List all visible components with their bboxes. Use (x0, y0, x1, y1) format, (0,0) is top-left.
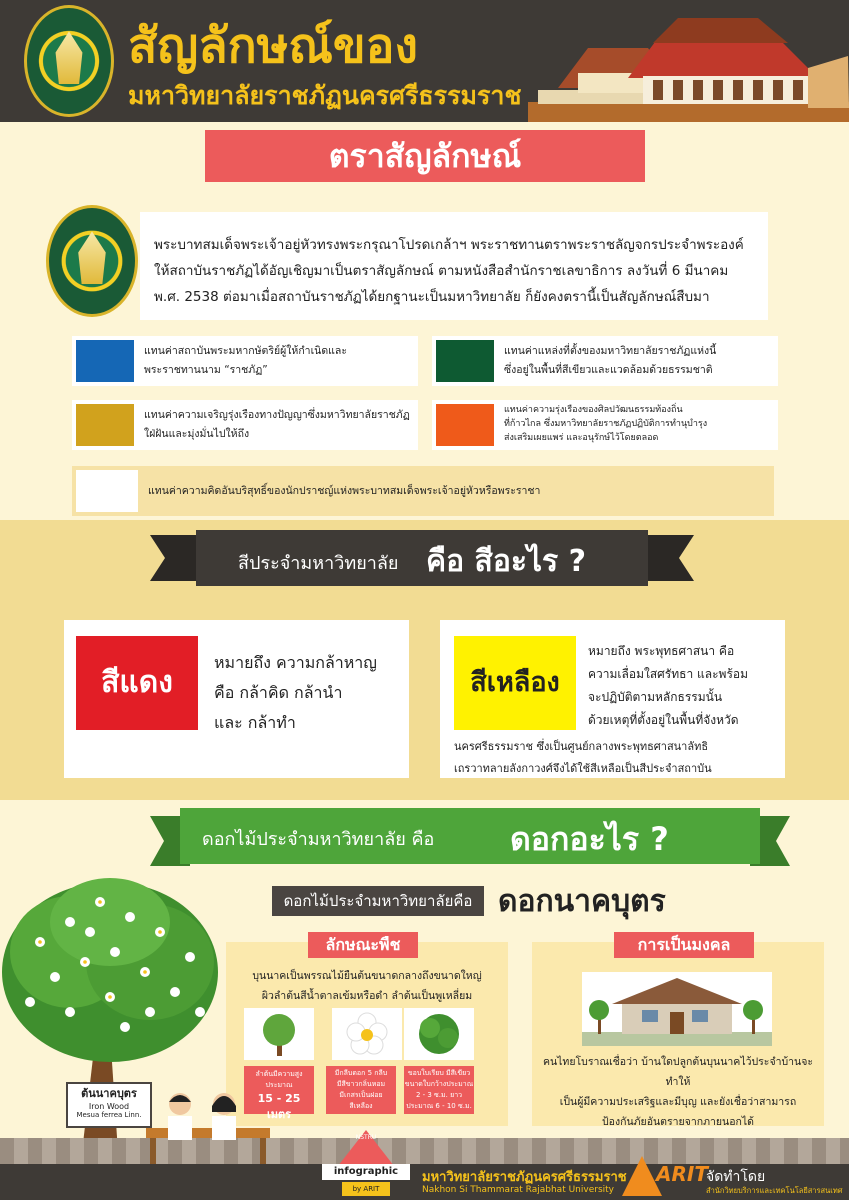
color-swatch (436, 404, 494, 446)
card-line: 15 - 25 เมตร (257, 1092, 301, 1121)
made-by-org: สำนักวิทยบริการและเทคโนโลยีสารสนเทศ (706, 1186, 843, 1195)
flower-image (332, 1008, 402, 1060)
tree-sign-title: ต้นนาคบุตร (81, 1087, 137, 1100)
color-swatch (76, 340, 134, 382)
color-meaning-text: แทนค่าความคิดอันบริสุทธิ์ของนักปราชญ์แห่งพระบาทสมเด็จพระเจ้าอยู่หัวหรือพระราชา (148, 485, 541, 497)
flower-section-heading (180, 808, 760, 864)
card-line: ขนาดใบกว้างประมาณ (404, 1080, 474, 1088)
color-swatch (436, 340, 494, 382)
card-line: ประมาณ 6 - 10 ซ.ม. (406, 1102, 472, 1110)
yellow-color-card (440, 620, 785, 778)
color-meaning-green (432, 336, 778, 386)
tree-sign-line: Iron Wood (88, 1102, 130, 1111)
red-color-label: สีแดง (76, 636, 198, 730)
auspicious-heading: การเป็นมงคล (614, 932, 754, 958)
auspicious-line: ป้องกันภัยอันตรายจากภายนอกได้ (601, 1116, 754, 1128)
infographic-badge (318, 1130, 414, 1200)
header-title: สัญลักษณ์ของ (128, 18, 418, 74)
color-meaning-text: แทนค่าความรุ่งเรืองของศิลปวัฒนธรรมท้องถิ่น (504, 405, 683, 415)
color-meaning-text: แทนค่าความเจริญรุ่งเรืองทางปัญญาซึ่งมหาวิทยาลัยราชภัฏ (144, 409, 410, 421)
yellow-meaning-line: จะปฏิบัติตามหลักธรรมนั้น (588, 690, 723, 704)
card-line: ประมาณ (265, 1081, 293, 1089)
footer-university-th: มหาวิทยาลัยราชภัฏนครศรีธรรมราช (422, 1170, 627, 1185)
made-by-label: จัดทำโดย (706, 1169, 766, 1185)
flower-petal-card (326, 1066, 396, 1114)
color-meaning-text: แทนค่าสถาบันพระมหากษัตริย์ผู้ให้กำเนิดและ (144, 345, 348, 357)
university-seal-logo-large (46, 205, 138, 317)
tree-sign-line: Mesua ferrea Linn. (76, 1111, 142, 1119)
card-line: มีเกสรเป็นฝอย (339, 1091, 383, 1099)
intro-line: พระบาทสมเด็จพระเจ้าอยู่หัวทรงพระกรุณาโปรดเกล้าฯ พระราชทานตราพระราชลัญจกรประจำพระองค์ (154, 237, 744, 253)
intro-line: ให้สถาบันราชภัฏได้อัญเชิญมาเป็นตราสัญลักษณ์ ตามหนังสือสำนักราชเลขาธิการ ลงวันที่ 6 มีนาคม (154, 263, 729, 279)
auspicious-line: คนไทยโบราณเชื่อว่า บ้านใดปลูกต้นบุนนาคไว้ประจำบ้านจะทำให้ (542, 1056, 814, 1088)
header-bar (0, 0, 849, 122)
color-meaning-text: แทนค่าแหล่งที่ตั้งของมหาวิทยาลัยราชภัฏแห่งนี้ (504, 345, 717, 357)
card-line: มีกลีบดอก 5 กลีบ (334, 1069, 388, 1077)
color-meaning-gold (72, 400, 418, 450)
card-line: ลำต้นมีความสูง (255, 1070, 303, 1078)
arit-logo: ARIT (618, 1150, 702, 1198)
leaf-image (404, 1008, 474, 1060)
features-line: ผิวลำต้นสีน้ำตาลเข้มหรือดำ ลำต้นเป็นพูเหลี่ยม (261, 990, 473, 1002)
flower-heading-bold: ดอกอะไร ? (510, 820, 669, 858)
auspicious-panel (532, 935, 824, 1128)
red-meaning-line: หมายถึง ความกล้าหาญ (214, 653, 377, 672)
flower-name: ดอกนาคบุตร (498, 884, 666, 919)
features-line: บุนนาคเป็นพรรณไม้ยืนต้นขนาดกลางถึงขนาดใหญ่ (252, 970, 482, 982)
features-heading: ลักษณะพืช (308, 932, 418, 958)
red-color-card (64, 620, 409, 778)
university-seal-logo (24, 5, 114, 117)
yellow-meaning-line: ความเลื่อมใสศรัทธา และพร้อม (588, 667, 749, 681)
ground-pavement (0, 1138, 849, 1164)
red-meaning-line: และ กล้าทำ (214, 713, 296, 732)
badge-sub-text: by ARIT (342, 1182, 390, 1196)
intro-line: พ.ศ. 2538 ต่อมาเมื่อสถาบันราชภัฏได้ยกฐานะเป็นมหาวิทยาลัย ก็ยังคงตรานี้เป็นสัญลักษณ์สืบมา (154, 289, 710, 305)
auspicious-line: เป็นผู้มีความประเสริฐและมีบุญ และยังเชื่อว่าสามารถ (559, 1096, 797, 1108)
color-meaning-blue (72, 336, 418, 386)
yellow-color-label: สีเหลือง (454, 636, 576, 730)
color-meaning-text: ที่ก้าวไกล ซึ่งมหาวิทยาลัยราชภัฏปฏิบัติการทำนุบำรุง (504, 419, 708, 429)
red-meaning-line: คือ กล้าคิด กล้านำ (214, 683, 343, 702)
flower-heading-text: ดอกไม้ประจำมหาวิทยาลัย คือ (202, 829, 435, 850)
colors-heading-text: สีประจำมหาวิทยาลัย (238, 553, 399, 574)
yellow-meaning-line: หมายถึง พระพุทธศาสนา คือ (588, 644, 735, 658)
color-meaning-text: พระราชทานนาม “ราชภัฏ” (144, 364, 268, 376)
house-illustration (582, 972, 772, 1046)
badge-main-text: infographic (322, 1164, 410, 1180)
color-meaning-text: ซึ่งอยู่ในพื้นที่สีเขียวและแวดล้อมด้วยธรรมชาติ (504, 364, 713, 376)
card-line: 2 - 3 ซ.ม. ยาว (415, 1091, 463, 1099)
leaf-size-card (404, 1066, 474, 1114)
card-line: สีเหลือง (349, 1102, 373, 1110)
colors-heading-bold: คือ สีอะไร ? (426, 544, 587, 579)
yellow-meaning-line: นครศรีธรรมราช ซึ่งเป็นศูนย์กลางพระพุทธศาสนาลัทธิ (454, 740, 709, 753)
building-illustration (528, 18, 849, 122)
emblem-intro-text (140, 212, 768, 320)
color-meaning-white (72, 466, 774, 516)
card-line: มีสีขาวกลิ่นหอม (336, 1080, 386, 1088)
footer-university-en: Nakhon Si Thammarat Rajabhat University (422, 1185, 614, 1195)
color-meaning-text: ใฝ่ฝันและมุ่งมั่นไปให้ถึง (144, 428, 250, 440)
trunk-image (244, 1008, 314, 1060)
emblem-section-heading: ตราสัญลักษณ์ (205, 130, 645, 182)
color-meaning-text: ส่งเสริมเผยแพร่ และอนุรักษ์ไว้โดยตลอด (504, 433, 659, 443)
yellow-meaning-line: เถรวาทลายลังกาวงศ์จึงได้ใช้สีเหลือเป็นสีประจำสถาบัน (454, 762, 712, 775)
yellow-meaning-line: ด้วยเหตุที่ตั้งอยู่ในพื้นที่จังหวัด (588, 713, 739, 727)
badge-top-text: NSTRU (355, 1134, 377, 1141)
students-on-bench-illustration (138, 1092, 278, 1164)
colors-section-heading (196, 530, 648, 586)
color-meaning-orange (432, 400, 778, 450)
color-swatch (76, 404, 134, 446)
color-swatch (76, 470, 138, 512)
header-subtitle: มหาวิทยาลัยราชภัฏนครศรีธรรมราช (128, 81, 522, 110)
card-line: ขอบใบเรียบ มีสีเขียว (407, 1069, 471, 1077)
flower-sub-label: ดอกไม้ประจำมหาวิทยาลัยคือ (272, 886, 484, 916)
